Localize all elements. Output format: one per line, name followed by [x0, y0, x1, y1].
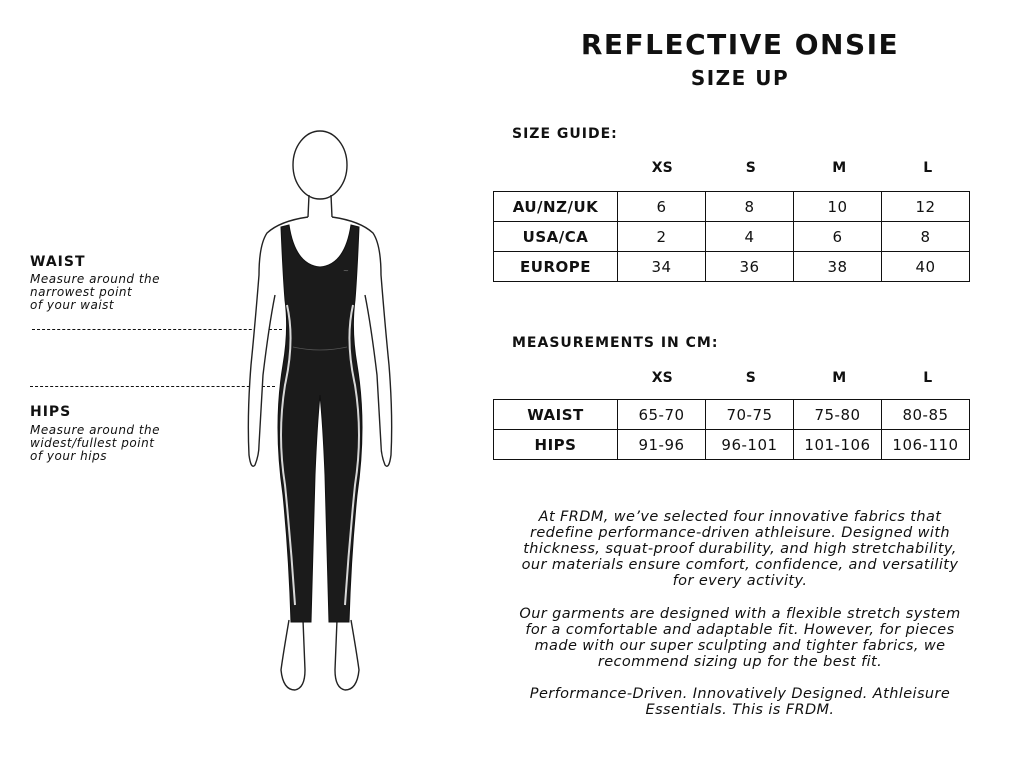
table-cell: 106-110	[882, 430, 970, 460]
table-cell: 40	[882, 252, 970, 282]
table-cell: 101-106	[794, 430, 882, 460]
table-cell: 10	[794, 192, 882, 222]
table-cell: 6	[618, 192, 706, 222]
size-guide-header	[618, 160, 972, 176]
table-cell: 4	[706, 222, 794, 252]
size-header-l: L	[923, 370, 933, 386]
size-header-s: S	[745, 370, 756, 386]
row-label: USA/CA	[494, 222, 618, 252]
measurements-label: MEASUREMENTS IN CM:	[512, 335, 719, 351]
size-header-xs: XS	[651, 370, 673, 386]
table-cell: 6	[794, 222, 882, 252]
measurements-table	[493, 399, 970, 460]
description-line: At FRDM, we’ve selected four innovative fabrics that	[538, 509, 942, 525]
table-row	[494, 222, 970, 252]
guide-line: widest/fullest point	[30, 436, 155, 450]
size-header-m: M	[832, 370, 847, 386]
description-paragraph-3	[508, 686, 972, 718]
description-paragraph-1	[508, 509, 972, 589]
table-cell: 12	[882, 192, 970, 222]
table-row	[494, 430, 970, 460]
table-cell: 36	[706, 252, 794, 282]
table-cell: 38	[794, 252, 882, 282]
table-cell: 80-85	[882, 400, 970, 430]
description-paragraph-2	[508, 606, 972, 670]
size-guide-table	[493, 191, 970, 282]
row-label: AU/NZ/UK	[494, 192, 618, 222]
hips-guide-description	[30, 424, 210, 463]
product-title: REFLECTIVE ONSIE	[580, 28, 900, 61]
table-cell: 96-101	[706, 430, 794, 460]
description-line: for a comfortable and adaptable fit. However, for pieces	[525, 622, 955, 638]
size-header-m: M	[832, 160, 847, 176]
garment-logo-mark: ~	[343, 267, 349, 275]
description-line: made with our super sculpting and tighter fabrics, we	[534, 638, 946, 654]
size-header-xs: XS	[651, 160, 673, 176]
table-cell: 8	[706, 192, 794, 222]
size-header-s: S	[745, 160, 756, 176]
table-row	[494, 192, 970, 222]
table-cell: 70-75	[706, 400, 794, 430]
description-line: for every activity.	[672, 573, 808, 589]
description-line: Performance-Driven. Innovatively Designed. Athleisure	[529, 686, 951, 702]
table-cell: 65-70	[618, 400, 706, 430]
description-line: Essentials. This is FRDM.	[645, 702, 835, 718]
description-line: redefine performance-driven athleisure. Designed with	[529, 525, 951, 541]
table-row	[494, 400, 970, 430]
description-line: thickness, squat-proof durability, and high stretchability,	[523, 541, 957, 557]
row-label: EUROPE	[494, 252, 618, 282]
product-subtitle: SIZE UP	[690, 66, 790, 90]
figure-head	[293, 131, 347, 199]
description-line: Our garments are designed with a flexible stretch system	[519, 606, 961, 622]
guide-line: of your hips	[30, 449, 107, 463]
onesie-figure-illustration	[225, 125, 415, 695]
guide-line: Measure around the	[30, 423, 161, 437]
onesie-garment	[278, 225, 362, 622]
hips-guide-label: HIPS	[30, 404, 72, 420]
table-cell: 91-96	[618, 430, 706, 460]
guide-line: of your waist	[30, 298, 115, 312]
waist-guide-label: WAIST	[30, 254, 86, 270]
guide-line: narrowest point	[30, 285, 133, 299]
size-guide-label: SIZE GUIDE:	[512, 126, 618, 142]
row-label: HIPS	[494, 430, 618, 460]
table-cell: 75-80	[794, 400, 882, 430]
measurements-header	[618, 370, 972, 386]
table-cell: 34	[618, 252, 706, 282]
guide-line: Measure around the	[30, 272, 161, 286]
table-cell: 2	[618, 222, 706, 252]
size-header-l: L	[923, 160, 933, 176]
row-label: WAIST	[494, 400, 618, 430]
description-line: our materials ensure comfort, confidence, and versatility	[521, 557, 959, 573]
description-line: recommend sizing up for the best fit.	[597, 654, 883, 670]
table-cell: 8	[882, 222, 970, 252]
waist-guide-description	[30, 273, 210, 312]
table-row	[494, 252, 970, 282]
